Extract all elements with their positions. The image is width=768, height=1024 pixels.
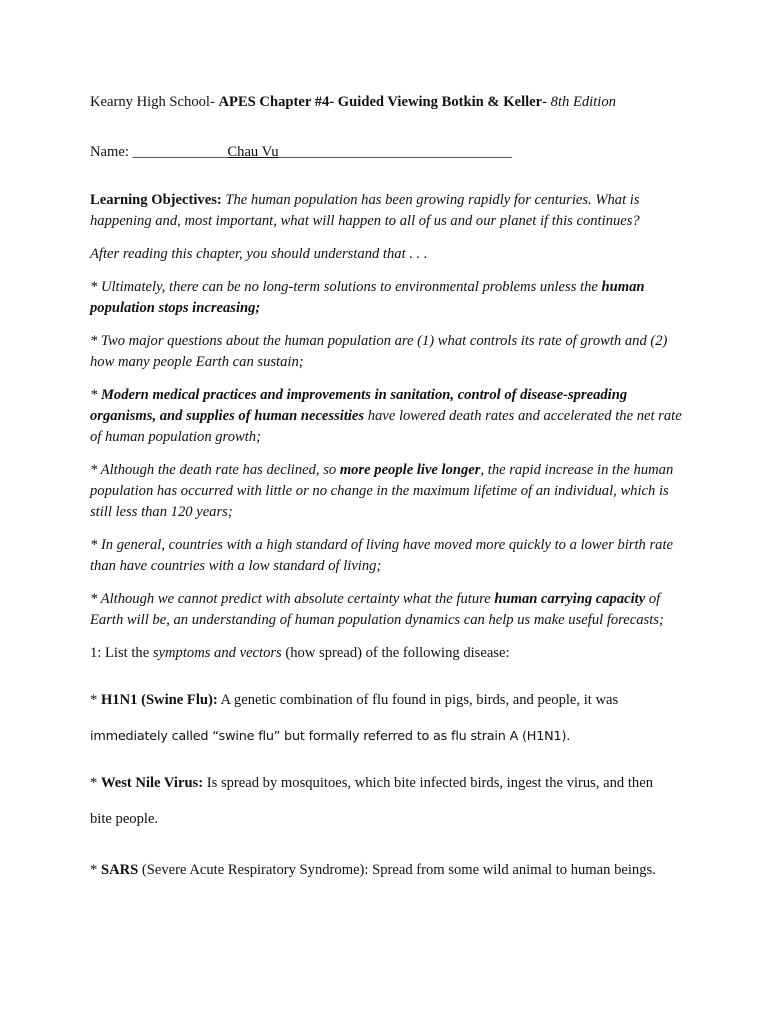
- bullet-star: *: [90, 775, 101, 791]
- objectives-intro: [90, 244, 690, 265]
- name-blank-before: _____________: [132, 144, 228, 160]
- header-dash: -: [542, 94, 551, 110]
- question-1-emphasis: symptoms and vectors: [152, 645, 282, 661]
- disease-description: bite people.: [90, 811, 159, 827]
- name-row: [90, 142, 690, 163]
- name-value: Chau Vu: [227, 144, 279, 160]
- bullet-star: *: [90, 692, 101, 708]
- question-1: [90, 643, 690, 664]
- disease-description: immediately called “swine flu” but formally referred to as flu strain A (H1N1).: [90, 729, 571, 744]
- learning-objectives: [90, 190, 690, 232]
- disease-name: H1N1 (Swine Flu):: [100, 692, 218, 708]
- objective-item: [90, 277, 690, 319]
- disease-name: SARS: [100, 862, 139, 878]
- objective-item: [90, 385, 690, 448]
- document-header: [90, 92, 690, 113]
- objective-item: [90, 589, 690, 631]
- objective-emphasis: human population stops increasing;: [90, 279, 645, 316]
- objective-item: [90, 460, 690, 523]
- disease-description: A genetic combination of flu found in pigs, birds, and people, it was: [217, 692, 619, 708]
- objective-emphasis: Modern medical practices and improvements in sanitation, control of disease-spreading organisms, and supplies of human necessities: [90, 387, 628, 424]
- objectives-intro-text: After reading this chapter, you should understand that . . .: [90, 246, 428, 262]
- objective-text: * Two major questions about the human population are (1) what controls its rate of growth and (2) how many people Earth can sustain;: [90, 333, 668, 370]
- disease-item-west-nile: [90, 773, 690, 830]
- objective-text: , the rapid increase in the human population has occurred with little or no change in the maximum lifetime of an individual, which is still less than 120 years;: [90, 462, 674, 520]
- question-1-suffix: (how spread) of the following disease:: [281, 645, 510, 661]
- objective-emphasis: more people live longer: [339, 462, 481, 478]
- objective-text: * In general, countries with a high standard of living have moved more quickly to a lower birth rate than have countries with a low standard of living;: [90, 537, 673, 574]
- disease-description: Is spread by mosquitoes, which bite infected birds, ingest the virus, and then: [203, 775, 653, 791]
- objective-item: [90, 535, 690, 577]
- school-name: Kearny High School-: [90, 94, 219, 110]
- objective-text: have lowered death rates and accelerated the net rate of human population growth;: [90, 408, 682, 445]
- bullet-star: *: [90, 862, 101, 878]
- objective-emphasis: human carrying capacity: [494, 591, 646, 607]
- objective-item: [90, 331, 690, 373]
- question-1-prefix: 1: List the: [90, 645, 153, 661]
- document-page: [90, 92, 690, 881]
- learning-objectives-label: Learning Objectives:: [90, 192, 222, 208]
- name-blank-after: ________________________________: [278, 144, 513, 160]
- learning-objectives-text: The human population has been growing rapidly for centuries. What is happening and, most important, what will happen to all of us and our planet if this continues?: [90, 192, 640, 229]
- course-title: APES Chapter #4- Guided Viewing Botkin & Keller: [218, 94, 543, 110]
- disease-name: West Nile Virus:: [100, 775, 204, 791]
- disease-description: (Severe Acute Respiratory Syndrome): Spread from some wild animal to human beings.: [138, 862, 656, 878]
- objective-text: * Although we cannot predict with absolute certainty what the future: [90, 591, 495, 607]
- objective-text: * Ultimately, there can be no long-term solutions to environmental problems unless the: [90, 279, 602, 295]
- edition-label: 8th Edition: [550, 94, 616, 110]
- objective-text: of Earth will be, an understanding of human population dynamics can help us make useful forecasts;: [90, 591, 664, 628]
- objective-text: *: [90, 387, 101, 403]
- name-label: Name:: [90, 144, 133, 160]
- objective-text: * Although the death rate has declined, so: [90, 462, 340, 478]
- disease-item-sars: [90, 860, 690, 881]
- disease-item-h1n1: [90, 690, 690, 747]
